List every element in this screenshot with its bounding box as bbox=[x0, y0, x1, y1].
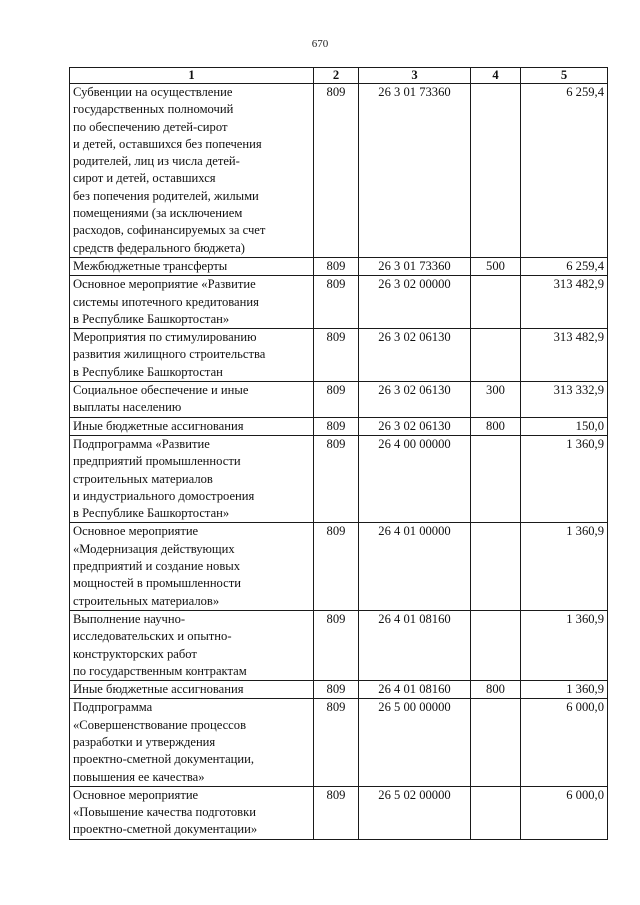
row-name-line: помещениями (за исключением bbox=[73, 206, 243, 221]
row-expense-type bbox=[471, 329, 521, 382]
row-name-line: разработки и утверждения bbox=[73, 734, 216, 749]
row-expense-type: 300 bbox=[471, 382, 521, 418]
row-ministry-code: 809 bbox=[314, 435, 359, 522]
row-name-line: проектно-сметной документации» bbox=[73, 822, 258, 837]
table-row bbox=[70, 84, 608, 258]
header-col-5: 5 bbox=[521, 68, 608, 84]
table-row bbox=[70, 523, 608, 610]
row-amount: 1 360,9 bbox=[521, 681, 608, 699]
row-amount: 6 259,4 bbox=[521, 84, 608, 258]
row-amount: 6 259,4 bbox=[521, 257, 608, 275]
row-name bbox=[70, 435, 314, 522]
row-name-line: конструкторских работ bbox=[73, 646, 197, 661]
table-row bbox=[70, 276, 608, 329]
budget-table bbox=[69, 67, 608, 840]
row-name-line: Иные бюджетные ассигнования bbox=[73, 418, 244, 433]
row-name-line: системы ипотечного кредитования bbox=[73, 294, 259, 309]
row-name bbox=[70, 276, 314, 329]
row-name bbox=[70, 329, 314, 382]
row-expense-type: 500 bbox=[471, 257, 521, 275]
row-target-code: 26 4 01 00000 bbox=[359, 523, 471, 610]
row-name-line: Иные бюджетные ассигнования bbox=[73, 682, 244, 697]
table-body bbox=[70, 84, 608, 840]
row-target-code: 26 3 01 73360 bbox=[359, 257, 471, 275]
row-target-code: 26 5 02 00000 bbox=[359, 786, 471, 839]
row-target-code: 26 3 02 00000 bbox=[359, 276, 471, 329]
row-name-line: Выполнение научно- bbox=[73, 611, 186, 626]
row-name-line: Межбюджетные трансферты bbox=[73, 258, 228, 273]
row-ministry-code: 809 bbox=[314, 699, 359, 786]
row-name-line: Мероприятия по стимулированию bbox=[73, 330, 257, 345]
row-name bbox=[70, 417, 314, 435]
row-ministry-code: 809 bbox=[314, 382, 359, 418]
row-amount: 6 000,0 bbox=[521, 786, 608, 839]
row-name-line: в Республике Башкортостан bbox=[73, 364, 223, 379]
row-name bbox=[70, 786, 314, 839]
row-name-line: в Республике Башкортостан» bbox=[73, 311, 230, 326]
row-amount: 313 332,9 bbox=[521, 382, 608, 418]
row-name-line: по обеспечению детей-сирот bbox=[73, 119, 228, 134]
row-amount: 1 360,9 bbox=[521, 523, 608, 610]
row-name-line: в Республике Башкортостан» bbox=[73, 506, 230, 521]
row-target-code: 26 3 02 06130 bbox=[359, 417, 471, 435]
table-row bbox=[70, 681, 608, 699]
row-amount: 150,0 bbox=[521, 417, 608, 435]
row-name bbox=[70, 610, 314, 680]
table-row bbox=[70, 417, 608, 435]
row-expense-type bbox=[471, 84, 521, 258]
row-amount: 1 360,9 bbox=[521, 435, 608, 522]
row-name-line: Субвенции на осуществление bbox=[73, 85, 233, 99]
row-name bbox=[70, 681, 314, 699]
table-row bbox=[70, 786, 608, 839]
row-name-line: расходов, софинансируемых за счет bbox=[73, 223, 266, 238]
row-ministry-code: 809 bbox=[314, 276, 359, 329]
row-name-line: развития жилищного строительства bbox=[73, 347, 266, 362]
row-ministry-code: 809 bbox=[314, 523, 359, 610]
row-name-line: «Модернизация действующих bbox=[73, 541, 235, 556]
row-target-code: 26 4 01 08160 bbox=[359, 681, 471, 699]
header-col-4: 4 bbox=[471, 68, 521, 84]
row-name-line: Основное мероприятие bbox=[73, 524, 199, 539]
row-expense-type bbox=[471, 699, 521, 786]
row-ministry-code: 809 bbox=[314, 786, 359, 839]
row-target-code: 26 4 00 00000 bbox=[359, 435, 471, 522]
row-expense-type: 800 bbox=[471, 417, 521, 435]
row-target-code: 26 3 01 73360 bbox=[359, 84, 471, 258]
row-name-line: Основное мероприятие bbox=[73, 787, 199, 802]
row-ministry-code: 809 bbox=[314, 681, 359, 699]
row-name bbox=[70, 699, 314, 786]
row-target-code: 26 4 01 08160 bbox=[359, 610, 471, 680]
header-col-1: 1 bbox=[70, 68, 314, 84]
row-expense-type bbox=[471, 610, 521, 680]
row-name-line: исследовательских и опытно- bbox=[73, 629, 232, 644]
header-col-3: 3 bbox=[359, 68, 471, 84]
row-target-code: 26 3 02 06130 bbox=[359, 329, 471, 382]
row-name bbox=[70, 382, 314, 418]
row-name-line: «Повышение качества подготовки bbox=[73, 805, 256, 820]
row-expense-type bbox=[471, 786, 521, 839]
table-row bbox=[70, 329, 608, 382]
row-name-line: средств федерального бюджета) bbox=[73, 240, 245, 255]
table-row bbox=[70, 435, 608, 522]
row-name-line: Основное мероприятие «Развитие bbox=[73, 277, 256, 292]
row-target-code: 26 5 00 00000 bbox=[359, 699, 471, 786]
row-name-line: по государственным контрактам bbox=[73, 663, 247, 678]
row-name-line: и детей, оставшихся без попечения bbox=[73, 136, 262, 151]
row-target-code: 26 3 02 06130 bbox=[359, 382, 471, 418]
row-name-line: повышения ее качества» bbox=[73, 769, 205, 784]
row-expense-type bbox=[471, 435, 521, 522]
row-name-line: строительных материалов bbox=[73, 471, 213, 486]
row-name-line: мощностей в промышленности bbox=[73, 576, 241, 591]
row-name-line: предприятий промышленности bbox=[73, 454, 241, 469]
row-name-line: проектно-сметной документации, bbox=[73, 752, 255, 767]
row-amount: 1 360,9 bbox=[521, 610, 608, 680]
table-row bbox=[70, 257, 608, 275]
row-name-line: сирот и детей, оставшихся bbox=[73, 171, 216, 186]
header-col-2: 2 bbox=[314, 68, 359, 84]
row-expense-type: 800 bbox=[471, 681, 521, 699]
table-row bbox=[70, 699, 608, 786]
row-amount: 313 482,9 bbox=[521, 276, 608, 329]
row-ministry-code: 809 bbox=[314, 610, 359, 680]
row-name bbox=[70, 523, 314, 610]
table-row bbox=[70, 610, 608, 680]
row-amount: 6 000,0 bbox=[521, 699, 608, 786]
row-name-line: Подпрограмма bbox=[73, 700, 153, 715]
table-row bbox=[70, 382, 608, 418]
row-name-line: «Совершенствование процессов bbox=[73, 717, 247, 732]
row-name-line: Подпрограмма «Развитие bbox=[73, 436, 210, 451]
table-header-row bbox=[70, 68, 608, 84]
page-number: 670 bbox=[311, 38, 329, 50]
row-name-line: без попечения родителей, жилыми bbox=[73, 188, 259, 203]
row-ministry-code: 809 bbox=[314, 329, 359, 382]
row-expense-type bbox=[471, 276, 521, 329]
row-name-line: выплаты населению bbox=[73, 400, 182, 415]
row-name-line: строительных материалов» bbox=[73, 593, 220, 608]
row-name-line: предприятий и создание новых bbox=[73, 559, 241, 574]
row-name-line: государственных полномочий bbox=[73, 102, 234, 117]
row-name bbox=[70, 257, 314, 275]
row-ministry-code: 809 bbox=[314, 257, 359, 275]
row-name-line: родителей, лиц из числа детей- bbox=[73, 154, 240, 169]
row-ministry-code: 809 bbox=[314, 417, 359, 435]
row-amount: 313 482,9 bbox=[521, 329, 608, 382]
row-expense-type bbox=[471, 523, 521, 610]
row-name-line: и индустриального домостроения bbox=[73, 488, 255, 503]
row-name-line: Социальное обеспечение и иные bbox=[73, 383, 249, 398]
row-name bbox=[70, 84, 314, 258]
row-ministry-code: 809 bbox=[314, 84, 359, 258]
